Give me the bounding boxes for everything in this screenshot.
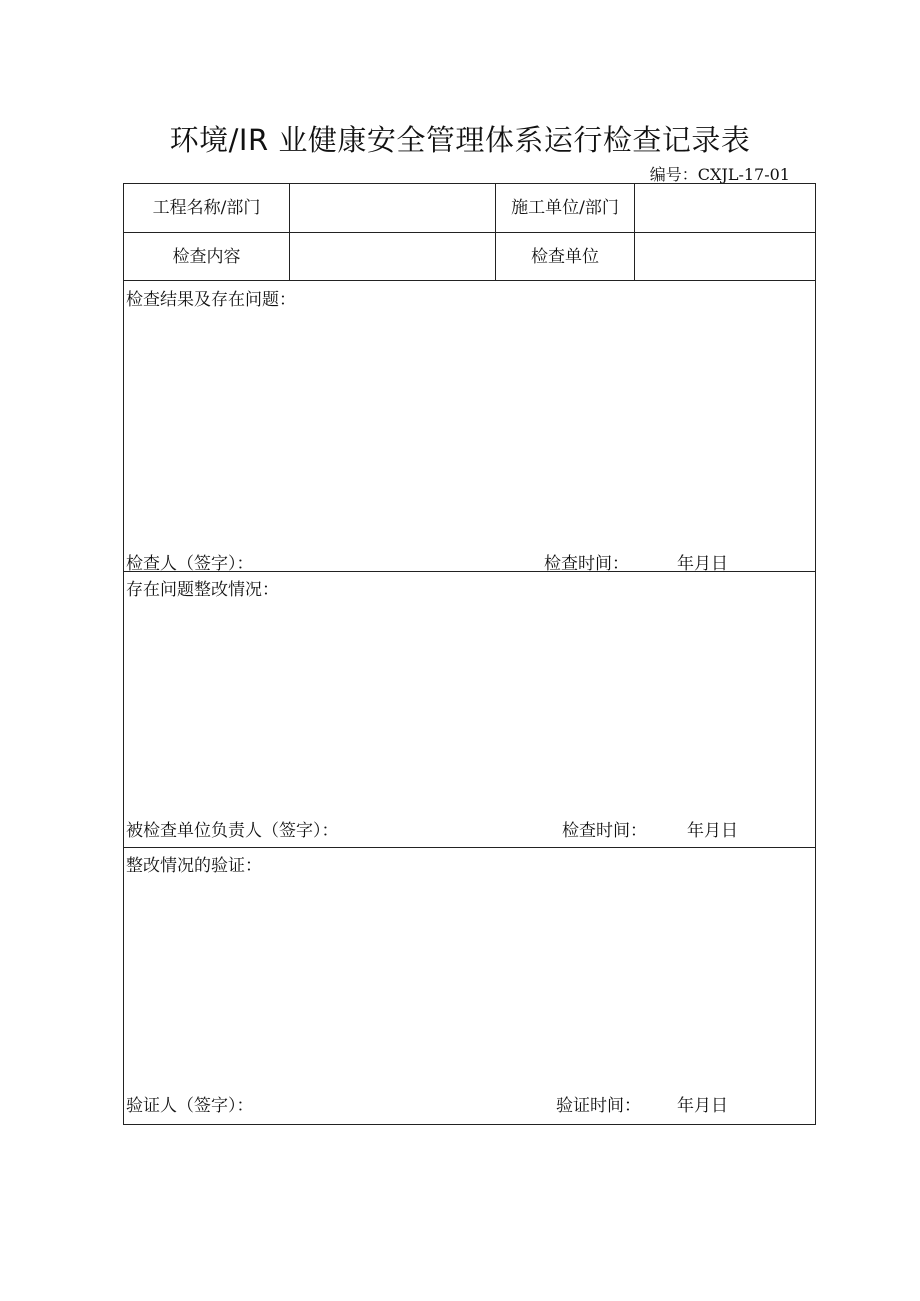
rectification-heading: 存在问题整改情况： [126, 580, 279, 600]
rectification-time-label: 检查时间： [562, 821, 647, 841]
verification-date-placeholder: 年月日 [677, 1096, 728, 1116]
construction-unit-field[interactable] [635, 184, 816, 232]
responsible-person-signature-label: 被检查单位负责人（签字）： [126, 821, 339, 841]
inspection-unit-field[interactable] [635, 233, 816, 281]
inspection-record-form [123, 183, 816, 1125]
verification-time-label: 验证时间： [556, 1096, 641, 1116]
section-divider-2 [124, 847, 815, 848]
rectification-date-placeholder: 年月日 [687, 821, 738, 841]
inspection-content-label: 检查内容 [172, 247, 241, 267]
document-code: 编号：CXJL-17-01 [649, 165, 790, 184]
construction-unit-label: 施工单位/部门 [511, 198, 619, 218]
project-name-field[interactable] [290, 184, 495, 232]
verifier-signature-label: 验证人（签字）： [126, 1096, 254, 1116]
inspection-results-heading: 检查结果及存在问题： [126, 290, 296, 310]
page-title: 环境/IR 业健康安全管理体系运行检查记录表 [169, 123, 751, 157]
verification-heading: 整改情况的验证： [126, 856, 262, 876]
inspection-unit-label: 检查单位 [531, 247, 599, 267]
inspection-time-label: 检查时间： [544, 554, 629, 574]
project-name-label: 工程名称/部门 [152, 198, 261, 218]
inspector-signature-label: 检查人（签字）： [126, 554, 254, 574]
inspection-content-field[interactable] [290, 233, 495, 281]
inspection-date-placeholder: 年月日 [677, 554, 728, 574]
